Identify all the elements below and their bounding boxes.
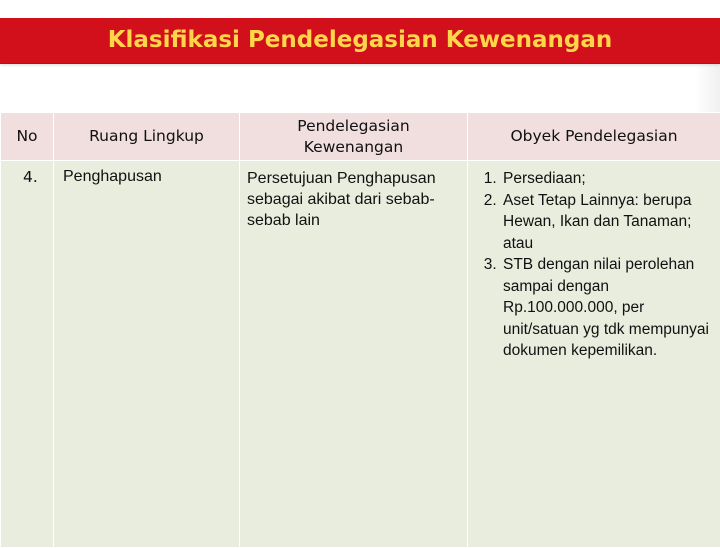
header-pendelegasian-kewenangan: Pendelegasian Kewenangan bbox=[240, 113, 468, 161]
list-item: 3. STB dengan nilai perolehan sampai dengan Rp.100.000.000, per unit/satuan yg tdk mempunyai dokumen kepemilikan. bbox=[501, 254, 716, 362]
cell-obyek bbox=[468, 161, 720, 548]
title-banner bbox=[0, 17, 720, 63]
table-header-row bbox=[1, 113, 720, 161]
list-item: 1. Persediaan; bbox=[501, 168, 716, 190]
cell-ruang-lingkup: Penghapusan bbox=[54, 161, 240, 548]
header-obyek-pendelegasian: Obyek Pendelegasian bbox=[468, 113, 720, 161]
header-ruang-lingkup: Ruang Lingkup bbox=[54, 113, 240, 161]
slide-title: Klasifikasi Pendelegasian Kewenangan bbox=[0, 17, 720, 63]
obyek-list bbox=[468, 168, 720, 362]
cell-no: 4. bbox=[1, 161, 54, 548]
cell-pendelegasian: Persetujuan Penghapusan sebagai akibat dari sebab-sebab lain bbox=[240, 161, 468, 548]
table-row bbox=[1, 161, 720, 548]
list-item: 2. Aset Tetap Lainnya: berupa Hewan, Ikan dan Tanaman; atau bbox=[501, 190, 716, 255]
header-no: No bbox=[1, 113, 54, 161]
delegation-table bbox=[0, 112, 720, 548]
